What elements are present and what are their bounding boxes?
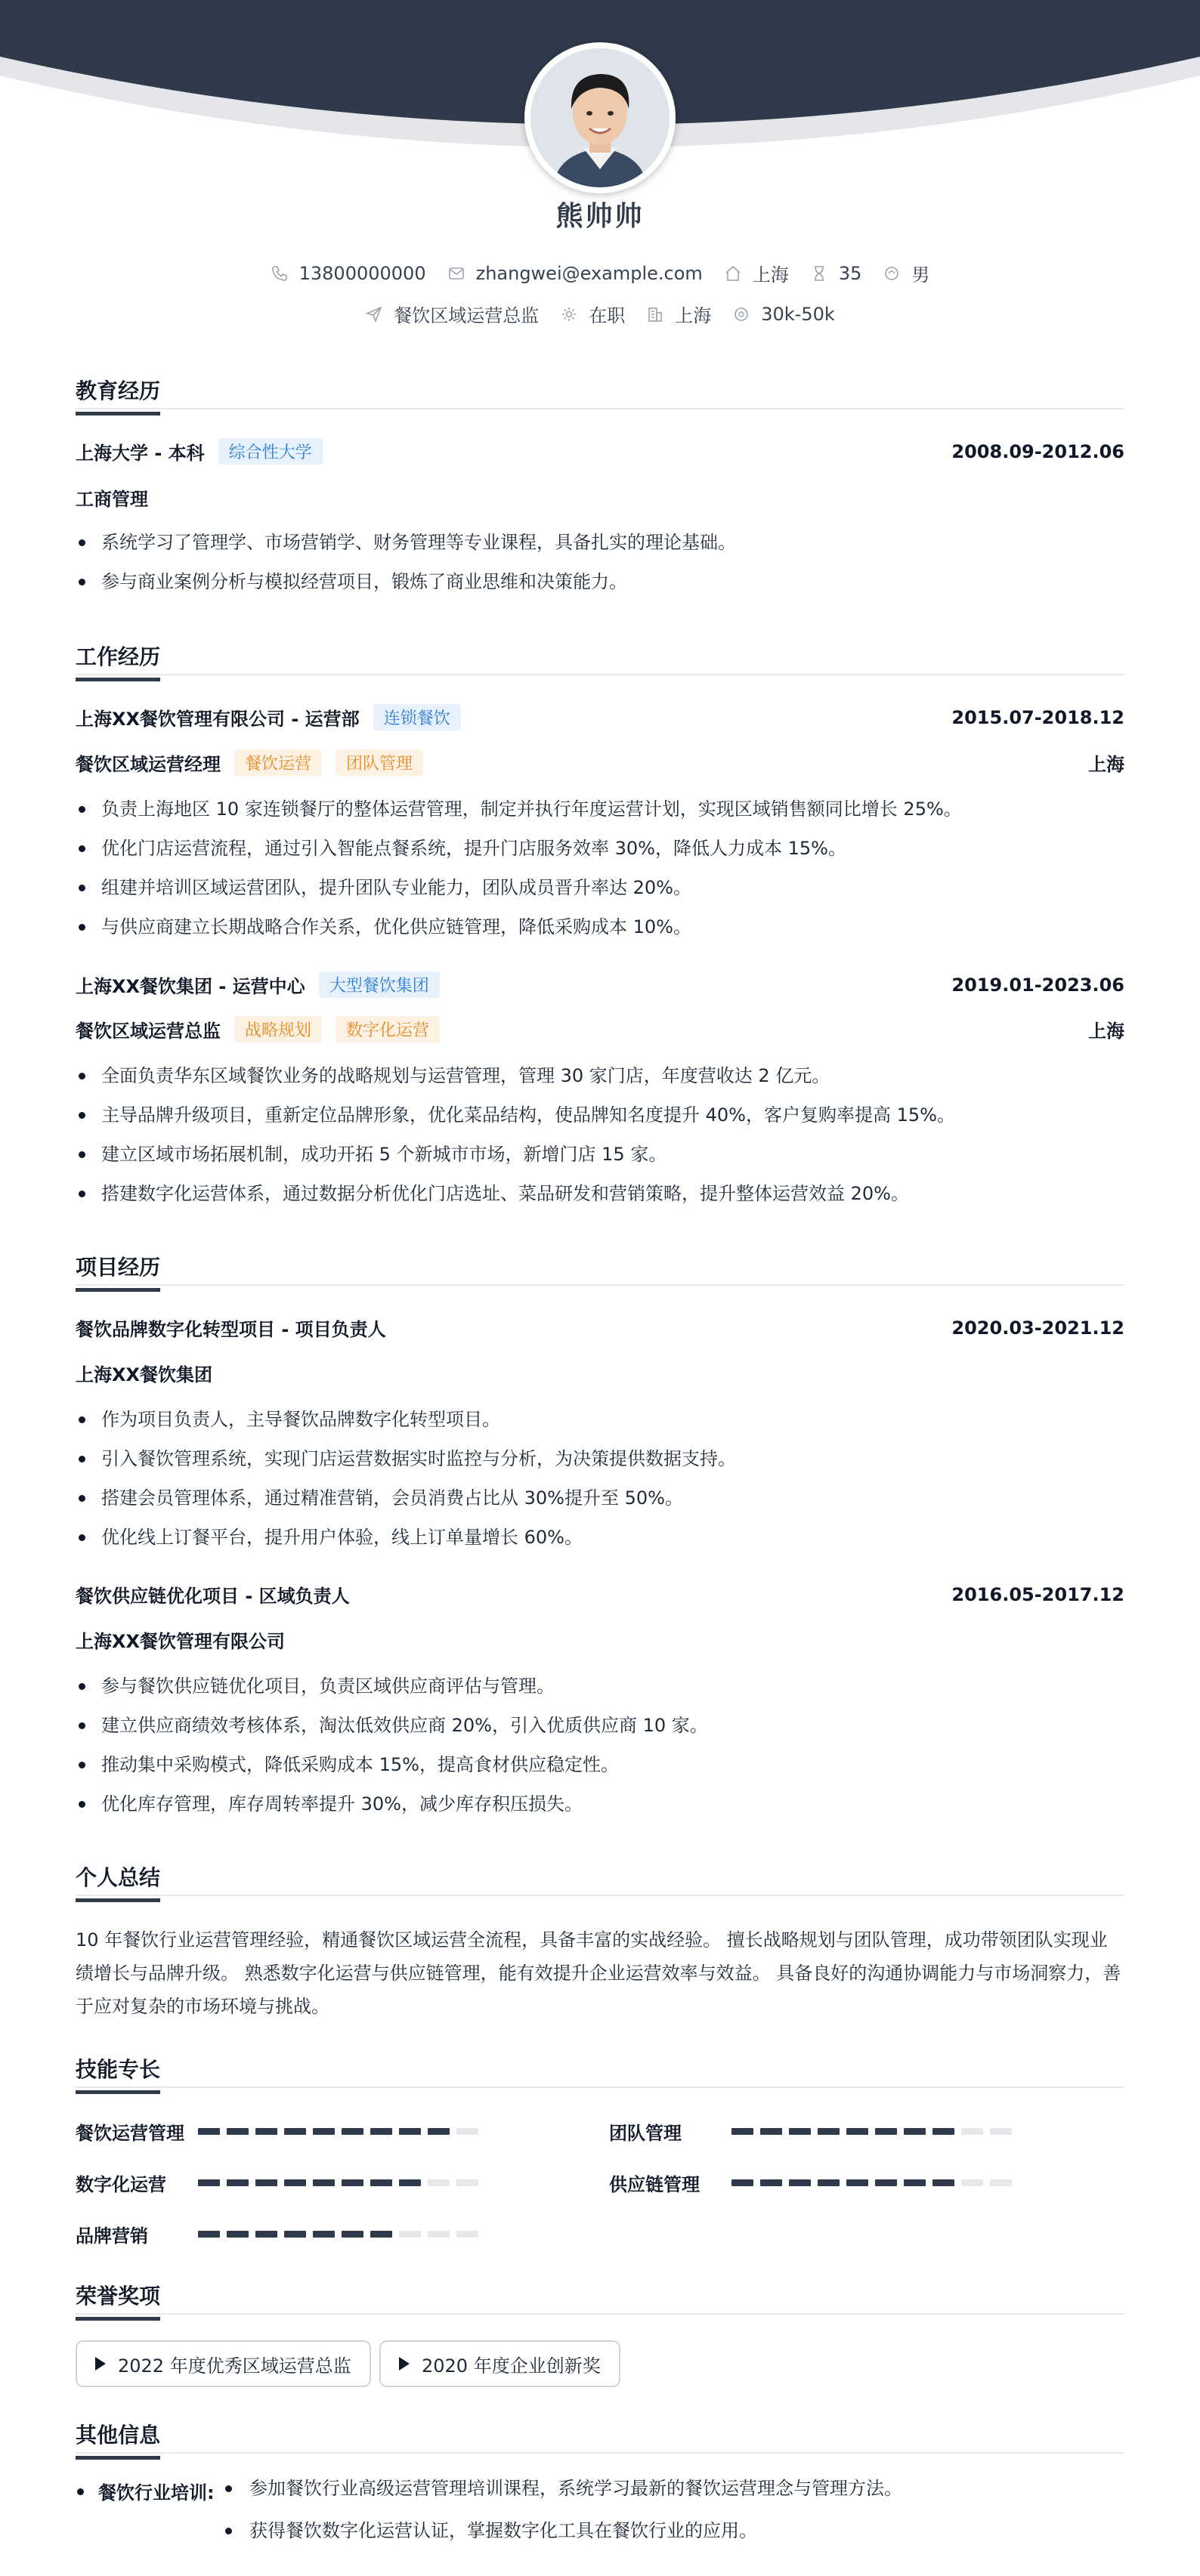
home-icon [724, 264, 742, 283]
education-title: 教育经历 [76, 375, 160, 405]
skill-dash-filled [370, 2128, 392, 2135]
list-item: 优化库存管理，库存周转率提升 30%，减少库存积压损失。 [76, 1784, 1124, 1824]
skill-dash-filled [313, 2179, 335, 2186]
skill-dash-filled [370, 2179, 392, 2186]
role-tag: 战略规划 [234, 1016, 322, 1042]
skill-dash-empty [961, 2128, 983, 2135]
skill-item [76, 2118, 485, 2145]
skill-dash-filled [932, 2128, 954, 2135]
skill-dash-filled [284, 2128, 306, 2135]
role-name: 餐饮区域运营总监 [76, 1021, 221, 1042]
intent-row [0, 301, 1200, 327]
skill-dash-filled [731, 2179, 753, 2186]
project-org: 上海XX餐饮管理有限公司 [76, 1631, 286, 1652]
skill-dash-empty [456, 2179, 478, 2186]
skill-dash-filled [789, 2128, 811, 2135]
other-label: 餐饮行业培训: [76, 2478, 215, 2504]
skill-dash-filled [284, 2231, 306, 2238]
skill-dash-filled [198, 2231, 220, 2238]
education-header [76, 438, 1124, 465]
skill-dash-filled [399, 2179, 421, 2186]
list-item: 推动集中采购模式，降低采购成本 15%，提高食材供应稳定性。 [76, 1745, 1124, 1784]
summary-title: 个人总结 [76, 1861, 160, 1892]
work-title: 工作经历 [76, 641, 160, 671]
skill-name: 团队管理 [609, 2123, 682, 2144]
role-tag: 数字化运营 [336, 1016, 440, 1042]
skill-dash-filled [818, 2128, 840, 2135]
building-icon [646, 305, 664, 323]
other-list [224, 2478, 1124, 2562]
list-item: 负责上海地区 10 家连锁餐厅的整体运营管理，制定并执行年度运营计划，实现区域销售额同比增长 25%。 [76, 789, 1124, 829]
gender-text: 男 [911, 264, 930, 286]
skill-dash-empty [456, 2231, 478, 2238]
project-date: 2016.05-2017.12 [951, 1583, 1124, 1605]
skill-dash-filled [904, 2179, 926, 2186]
skill-level-bar [731, 2179, 1019, 2186]
section-divider [76, 408, 1124, 409]
list-item: 作为项目负责人，主导餐饮品牌数字化转型项目。 [76, 1400, 1124, 1439]
skill-dash-empty [456, 2128, 478, 2135]
position-text: 餐饮区域运营总监 [394, 305, 540, 326]
list-item: 获得餐饮数字化运营认证，掌握数字化工具在餐饮行业的应用。 [224, 2520, 1124, 2562]
role-name: 餐饮区域运营经理 [76, 754, 221, 775]
work-header-0 [76, 704, 1124, 730]
age-info [810, 263, 862, 284]
company-name: 上海XX餐饮管理有限公司 - 运营部 [76, 709, 360, 730]
skill-dash-empty [399, 2231, 421, 2238]
skills-title: 技能专长 [76, 2053, 160, 2083]
work-bullets-0 [76, 789, 1124, 947]
skill-item [609, 2118, 1019, 2145]
location-info [724, 260, 789, 286]
salary-text: 30k-50k [761, 303, 835, 325]
skill-dash-filled [846, 2128, 868, 2135]
skill-dash-filled [255, 2179, 277, 2186]
list-item: 建立供应商绩效考核体系，淘汰低效供应商 20%，引入优质供应商 10 家。 [76, 1706, 1124, 1745]
skill-dash-filled [198, 2179, 220, 2186]
gender-icon [883, 264, 901, 283]
section-divider [76, 1284, 1124, 1286]
list-item: 全面负责华东区域餐饮业务的战略规划与运营管理，管理 30 家门店，年度营收达 2 亿元。 [76, 1056, 1124, 1095]
list-item: 优化门店运营流程，通过引入智能点餐系统，提升门店服务效率 30%，降低人力成本 15%。 [76, 829, 1124, 868]
list-item: 参加餐饮行业高级运营管理培训课程，系统学习最新的餐饮运营理念与管理方法。 [224, 2478, 1124, 2520]
list-item: 主导品牌升级项目，重新定位品牌形象，优化菜品结构，使品牌知名度提升 40%，客户复购率提高 15%。 [76, 1095, 1124, 1135]
triangle-icon [399, 2357, 410, 2371]
company-name: 上海XX餐饮集团 - 运营中心 [76, 976, 305, 997]
skill-dash-filled [731, 2128, 753, 2135]
skill-dash-filled [818, 2179, 840, 2186]
skill-dash-filled [342, 2128, 363, 2135]
school-tag: 综合性大学 [218, 438, 323, 465]
skill-level-bar [198, 2179, 485, 2186]
skill-dash-filled [932, 2179, 954, 2186]
city-text: 上海 [675, 305, 712, 326]
skill-dash-filled [255, 2231, 277, 2238]
award-item [76, 2340, 371, 2387]
section-divider [76, 2452, 1124, 2454]
skill-level-bar [198, 2231, 485, 2238]
role-tag: 团队管理 [336, 749, 423, 776]
skill-dash-filled [227, 2231, 249, 2238]
project-bullets-0 [76, 1400, 1124, 1557]
skill-dash-filled [342, 2231, 363, 2238]
project-bullets-1 [76, 1666, 1124, 1824]
skill-dash-empty [428, 2179, 450, 2186]
skill-item [76, 2221, 485, 2247]
contact-row [0, 260, 1200, 286]
skill-dash-filled [875, 2128, 897, 2135]
major-row [76, 484, 1124, 511]
status-info [560, 301, 625, 327]
phone-text: 13800000000 [298, 262, 426, 284]
mail-icon [447, 264, 465, 283]
company-tag: 大型餐饮集团 [319, 971, 440, 998]
skill-dash-filled [399, 2128, 421, 2135]
award-item [379, 2340, 620, 2387]
skill-dash-filled [875, 2179, 897, 2186]
triangle-icon [95, 2357, 106, 2371]
skill-dash-empty [990, 2128, 1012, 2135]
work-date: 2019.01-2023.06 [951, 974, 1124, 996]
skill-dash-empty [990, 2179, 1012, 2186]
candidate-name: 熊帅帅 [555, 201, 645, 232]
major-name: 工商管理 [76, 489, 148, 510]
project-org-row-1 [76, 1626, 1124, 1653]
role-row-1 [76, 1016, 1124, 1042]
skill-dash-empty [428, 2231, 450, 2238]
project-header-1 [76, 1581, 1124, 1608]
skill-dash-filled [255, 2128, 277, 2135]
skill-dash-filled [428, 2128, 450, 2135]
project-name: 餐饮品牌数字化转型项目 - 项目负责人 [76, 1319, 386, 1340]
award-text: 2020 年度企业创新奖 [422, 2355, 601, 2377]
send-icon [365, 305, 383, 323]
work-header-1 [76, 971, 1124, 998]
skill-name: 品牌营销 [76, 2225, 148, 2247]
summary-text: 10 年餐饮行业运营管理经验，精通餐饮区域运营全流程，具备丰富的实战经验。 擅长战略规划与团队管理，成功带领团队实现业绩增长与品牌升级。 熟悉数字化运营与供应链管理，能有效提升企业运营效率与效益。 具备良好的沟通协调能力与市场洞察力，善于应对复杂的市场环境与挑战。 [76, 1929, 1121, 2017]
age-text: 35 [838, 262, 862, 284]
school-name: 上海大学 - 本科 [76, 443, 205, 464]
avatar [524, 42, 676, 193]
list-item: 搭建数字化运营体系，通过数据分析优化门店选址、菜品研发和营销策略，提升整体运营效益 20%。 [76, 1174, 1124, 1213]
skill-dash-filled [284, 2179, 306, 2186]
skill-dash-filled [760, 2128, 782, 2135]
section-divider [76, 1895, 1124, 1896]
email-text: zhangwei@example.com [475, 262, 703, 284]
list-item: 优化线上订餐平台，提升用户体验，线上订单量增长 60%。 [76, 1518, 1124, 1557]
skill-dash-filled [370, 2231, 392, 2238]
list-item: 参与餐饮供应链优化项目，负责区域供应商评估与管理。 [76, 1666, 1124, 1706]
skill-name: 供应链管理 [609, 2174, 700, 2195]
status-text: 在职 [589, 305, 626, 326]
skill-dash-filled [198, 2128, 220, 2135]
skill-dash-filled [227, 2128, 249, 2135]
work-city: 上海 [1088, 1021, 1124, 1042]
skill-name: 餐饮运营管理 [76, 2123, 184, 2144]
list-item: 引入餐饮管理系统，实现门店运营数据实时监控与分析，为决策提供数据支持。 [76, 1439, 1124, 1478]
gear-icon [560, 305, 578, 323]
list-item: 参与商业案例分析与模拟经营项目，锻炼了商业思维和决策能力。 [76, 562, 1124, 601]
list-item: 系统学习了管理学、市场营销学、财务管理等专业课程，具备扎实的理论基础。 [76, 523, 1124, 562]
skill-dash-filled [789, 2179, 811, 2186]
city-info [646, 301, 711, 327]
skill-level-bar [198, 2128, 485, 2135]
award-text: 2022 年度优秀区域运营总监 [118, 2355, 351, 2377]
skill-level-bar [731, 2128, 1019, 2135]
section-divider [76, 2086, 1124, 2088]
project-org: 上海XX餐饮集团 [76, 1364, 213, 1385]
skill-dash-filled [313, 2231, 335, 2238]
skill-dash-empty [961, 2179, 983, 2186]
awards-title: 荣誉奖项 [76, 2280, 160, 2310]
skill-dash-filled [904, 2128, 926, 2135]
salary-info [732, 304, 835, 325]
phone-icon [271, 264, 289, 283]
work-bullets-1 [76, 1056, 1124, 1213]
skill-dash-filled [342, 2179, 363, 2186]
skill-dash-filled [846, 2179, 868, 2186]
skill-item [76, 2170, 485, 2196]
list-item: 组建并培训区域运营团队，提升团队专业能力，团队成员晋升率达 20%。 [76, 868, 1124, 907]
location-text: 上海 [752, 264, 789, 286]
skill-name: 数字化运营 [76, 2174, 166, 2195]
position-info [365, 301, 539, 327]
company-tag: 连锁餐饮 [373, 704, 461, 730]
skill-dash-filled [313, 2128, 335, 2135]
skill-dash-filled [227, 2179, 249, 2186]
email-info [447, 263, 703, 284]
work-date: 2015.07-2018.12 [951, 706, 1124, 728]
hourglass-icon [810, 264, 828, 283]
list-item: 建立区域市场拓展机制，成功开拓 5 个新城市市场，新增门店 15 家。 [76, 1135, 1124, 1174]
skill-dash-filled [760, 2179, 782, 2186]
education-date: 2008.09-2012.06 [951, 440, 1124, 462]
section-divider [76, 2313, 1124, 2315]
project-name: 餐饮供应链优化项目 - 区域负责人 [76, 1586, 350, 1607]
education-bullets [76, 523, 1124, 601]
skill-item [609, 2170, 1019, 2196]
gender-info [883, 260, 929, 286]
role-tag: 餐饮运营 [234, 749, 322, 776]
role-row-0 [76, 749, 1124, 776]
project-date: 2020.03-2021.12 [951, 1317, 1124, 1339]
work-city: 上海 [1088, 754, 1124, 775]
other-title: 其他信息 [76, 2419, 160, 2449]
project-header-0 [76, 1314, 1124, 1341]
section-divider [76, 674, 1124, 675]
coin-icon [732, 305, 750, 323]
phone-info [271, 263, 426, 284]
projects-title: 项目经历 [76, 1251, 160, 1281]
list-item: 搭建会员管理体系，通过精准营销，会员消费占比从 30%提升至 50%。 [76, 1478, 1124, 1518]
project-org-row-0 [76, 1360, 1124, 1386]
list-item: 与供应商建立长期战略合作关系，优化供应链管理，降低采购成本 10%。 [76, 907, 1124, 947]
